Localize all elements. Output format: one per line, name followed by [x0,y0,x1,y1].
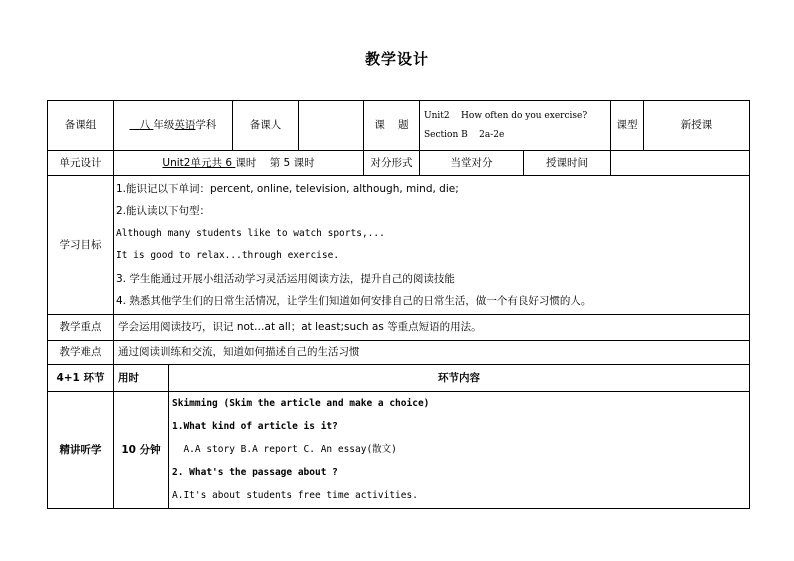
segment-1-time: 10 分钟 [114,392,169,508]
time-header: 用时 [114,365,169,391]
objective-line: It is good to relax...through exercise. [116,250,340,261]
topic-label: 课 题 [364,101,420,151]
segment-line: 2. What's the passage about ? [172,467,338,478]
unit-design-value [114,151,364,176]
row-segment-header [48,365,750,392]
page-title: 教学设计 [364,50,429,68]
subject-value: 英语 [174,119,196,132]
difficulties-label: 教学难点 [48,341,114,365]
subject-suffix: 学科 [195,119,217,132]
contrast-time-cell [420,151,611,176]
objective-line: 4. 熟悉其他学生们的日常生活情况，让学生们知道如何安排自己的日常生活，做一个有良好习惯的人。 [116,295,592,307]
difficulties-value: 通过阅读训练和交流，知道如何描述自己的生活习惯 [114,341,750,365]
row-unit-design [48,151,750,176]
objectives-content [114,176,750,315]
segment-header: 4+1 环节 [48,365,114,392]
segment-line: A.It's about students free time activities. [172,490,418,501]
segment-line: 1.What kind of article is it? [172,421,338,432]
objective-line: Although many students like to watch sports,... [116,227,385,239]
contrast-label: 对分形式 [364,151,420,176]
row-objectives [48,176,750,315]
unit-prefix: Unit2单元共 [162,156,222,169]
grade-subject-cell [114,101,233,151]
segment-line: Skimming (Skim the article and make a choice) [172,398,430,409]
grade-value: 八 [139,119,151,132]
topic-unit: Unit2 How often do you exercise? [424,110,588,121]
segment-header-inner [114,365,750,392]
key-points-value: 学会运用阅读技巧，识记 not…at all；at least;such as 等重点短语的用法。 [114,315,750,341]
preparer-label: 备课人 [233,101,299,151]
total-suffix: 课时 [235,156,257,169]
objective-line: 3. 学生能通过开展小组活动学习灵活运用阅读方法，提升自己的阅读技能 [116,272,455,285]
type-label: 课型 [611,101,644,151]
total-lessons: 6 [225,156,233,169]
objective-line: 1.能识记以下单词：percent, online, television, although, mind, die; [116,182,459,195]
segment-line: A.A story B.A report C. An essay(散文) [172,444,397,455]
segment-1-inner [114,392,750,509]
topic-section: Section B 2a-2e [424,129,505,140]
segment-1-content [169,392,750,508]
type-value: 新授课 [644,101,750,151]
segment-1-name: 精讲听学 [48,392,114,509]
contrast-value: 当堂对分 [420,151,524,175]
row-basic-info [48,101,750,151]
key-points-label: 教学重点 [48,315,114,341]
row-segment-1 [48,392,750,509]
time-value [611,151,750,176]
unit-design-label: 单元设计 [48,151,114,176]
row-key-points [48,315,750,341]
time-label: 授课时间 [546,156,588,169]
content-header: 环节内容 [438,371,480,384]
objectives-label: 学习目标 [48,176,114,315]
topic-cell [420,101,611,151]
objective-line: 2.能认读以下句型： [116,205,211,217]
lesson-number: 第 5 课时 [269,156,315,169]
grade-suffix: 年级 [153,119,175,132]
prep-group-label: 备课组 [48,101,114,151]
preparer-value [299,101,364,151]
row-difficulties [48,341,750,365]
lesson-plan-table [47,100,750,509]
